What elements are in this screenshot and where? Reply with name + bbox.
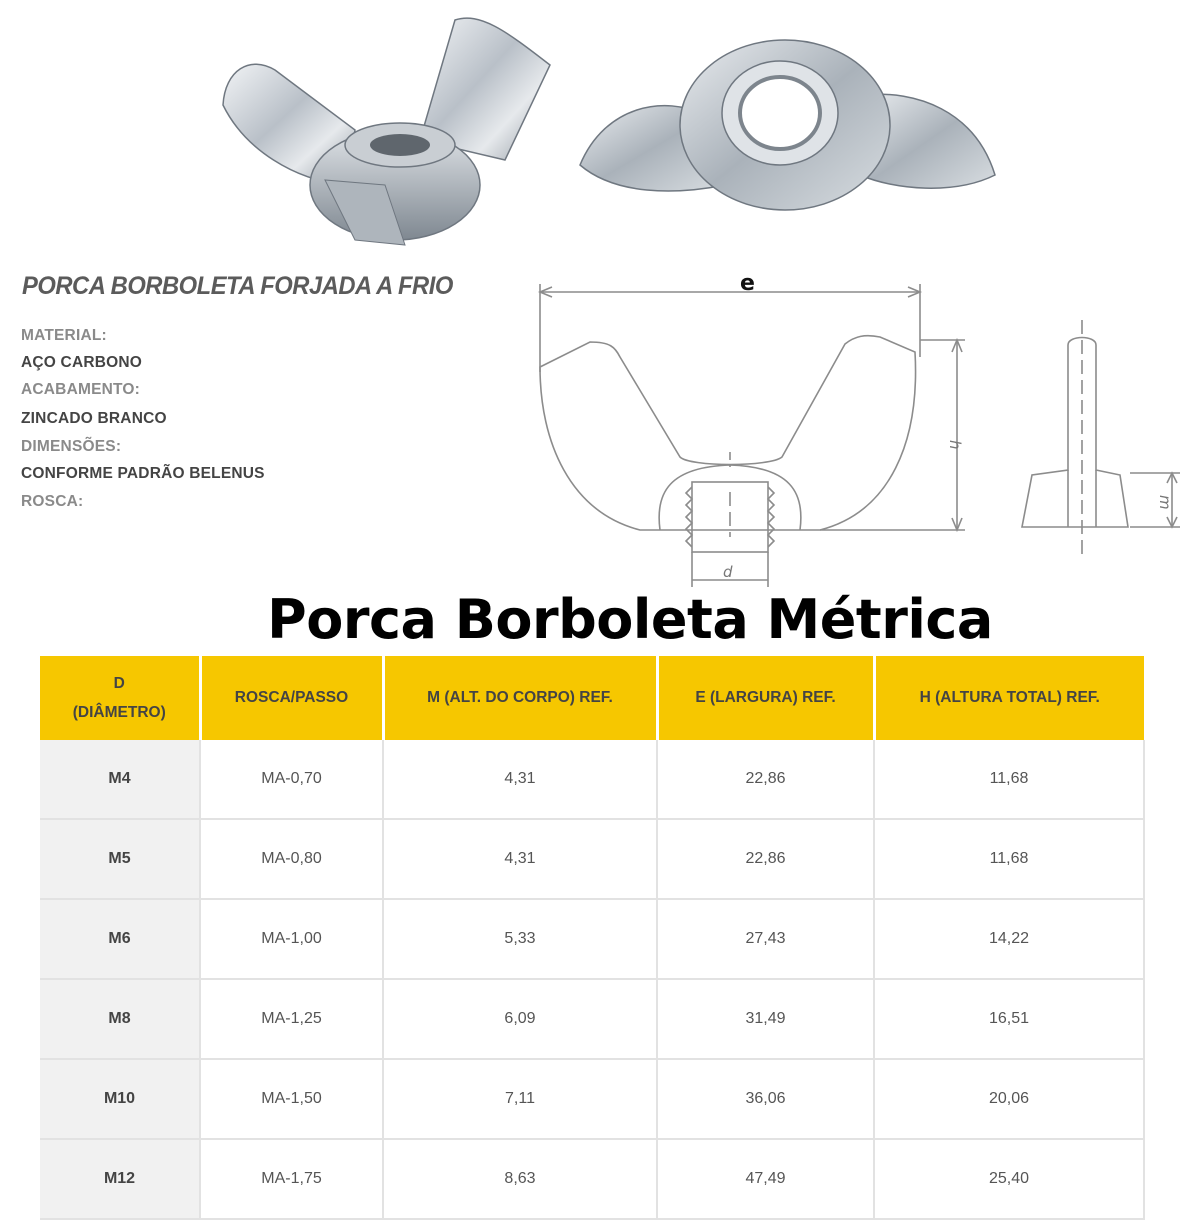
cell-thread-pitch: MA-1,00 — [200, 899, 383, 979]
header-width: E (LARGURA) REF. — [657, 656, 874, 740]
cell-width: 27,43 — [657, 899, 874, 979]
header-diameter-line2: (DIÂMETRO) — [72, 704, 166, 721]
cell-width: 36,06 — [657, 1059, 874, 1139]
table-row — [40, 979, 1144, 1059]
spec-material-value: AÇO CARBONO — [21, 354, 143, 371]
cell-width: 22,86 — [657, 740, 874, 819]
cell-body-height: 6,09 — [383, 979, 657, 1059]
cell-diameter: M5 — [40, 819, 200, 899]
spec-material-label: MATERIAL: — [21, 327, 107, 344]
cell-diameter: M4 — [40, 740, 200, 819]
cell-diameter: M10 — [40, 1059, 200, 1139]
spec-finish-label: ACABAMENTO: — [21, 381, 141, 398]
cell-body-height: 4,31 — [383, 740, 657, 819]
cell-width: 47,49 — [657, 1139, 874, 1219]
cell-total-height: 11,68 — [874, 819, 1144, 899]
dimensions-table — [40, 656, 1145, 1220]
technical-drawing-side — [1010, 315, 1190, 565]
cell-diameter: M8 — [40, 979, 200, 1059]
cell-total-height: 14,22 — [874, 899, 1144, 979]
cell-diameter: M12 — [40, 1139, 200, 1219]
cell-body-height: 5,33 — [383, 899, 657, 979]
table-row — [40, 1059, 1144, 1139]
header-diameter-line1: D — [113, 674, 125, 692]
table-header-row — [40, 656, 1144, 740]
dimension-label-h: h — [946, 440, 964, 450]
table-body — [40, 740, 1144, 1219]
product-title: PORCA BORBOLETA FORJADA A FRIO — [22, 272, 453, 300]
wing-nut-photo-front — [205, 10, 565, 250]
spec-thread-label: ROSCA: — [21, 493, 84, 510]
cell-width: 31,49 — [657, 979, 874, 1059]
header-body-height: M (ALT. DO CORPO) REF. — [383, 656, 657, 740]
cell-thread-pitch: MA-0,70 — [200, 740, 383, 819]
table-row — [40, 899, 1144, 979]
technical-drawing-front — [520, 262, 980, 592]
spec-finish-value: ZINCADO BRANCO — [21, 410, 167, 427]
cell-body-height: 8,63 — [383, 1139, 657, 1219]
table-row — [40, 1139, 1144, 1219]
cell-total-height: 20,06 — [874, 1059, 1144, 1139]
cell-width: 22,86 — [657, 819, 874, 899]
wing-nut-photo-top — [575, 35, 1000, 225]
main-title: Porca Borboleta Métrica — [267, 588, 993, 651]
dimension-label-m: m — [1156, 495, 1174, 510]
spec-dimensions-label: DIMENSÕES: — [21, 438, 122, 455]
header-total-height: H (ALTURA TOTAL) REF. — [874, 656, 1144, 740]
dimension-label-d: d — [723, 563, 733, 581]
cell-diameter: M6 — [40, 899, 200, 979]
cell-total-height: 25,40 — [874, 1139, 1144, 1219]
header-diameter — [40, 656, 200, 740]
cell-thread-pitch: MA-1,75 — [200, 1139, 383, 1219]
cell-thread-pitch: MA-1,50 — [200, 1059, 383, 1139]
cell-body-height: 4,31 — [383, 819, 657, 899]
cell-total-height: 16,51 — [874, 979, 1144, 1059]
table-row — [40, 819, 1144, 899]
dimension-label-e: e — [740, 271, 755, 296]
cell-body-height: 7,11 — [383, 1059, 657, 1139]
table-row — [40, 740, 1144, 819]
cell-total-height: 11,68 — [874, 740, 1144, 819]
header-thread-pitch: ROSCA/PASSO — [200, 656, 383, 740]
cell-thread-pitch: MA-0,80 — [200, 819, 383, 899]
cell-thread-pitch: MA-1,25 — [200, 979, 383, 1059]
spec-dimensions-value: CONFORME PADRÃO BELENUS — [21, 465, 265, 482]
